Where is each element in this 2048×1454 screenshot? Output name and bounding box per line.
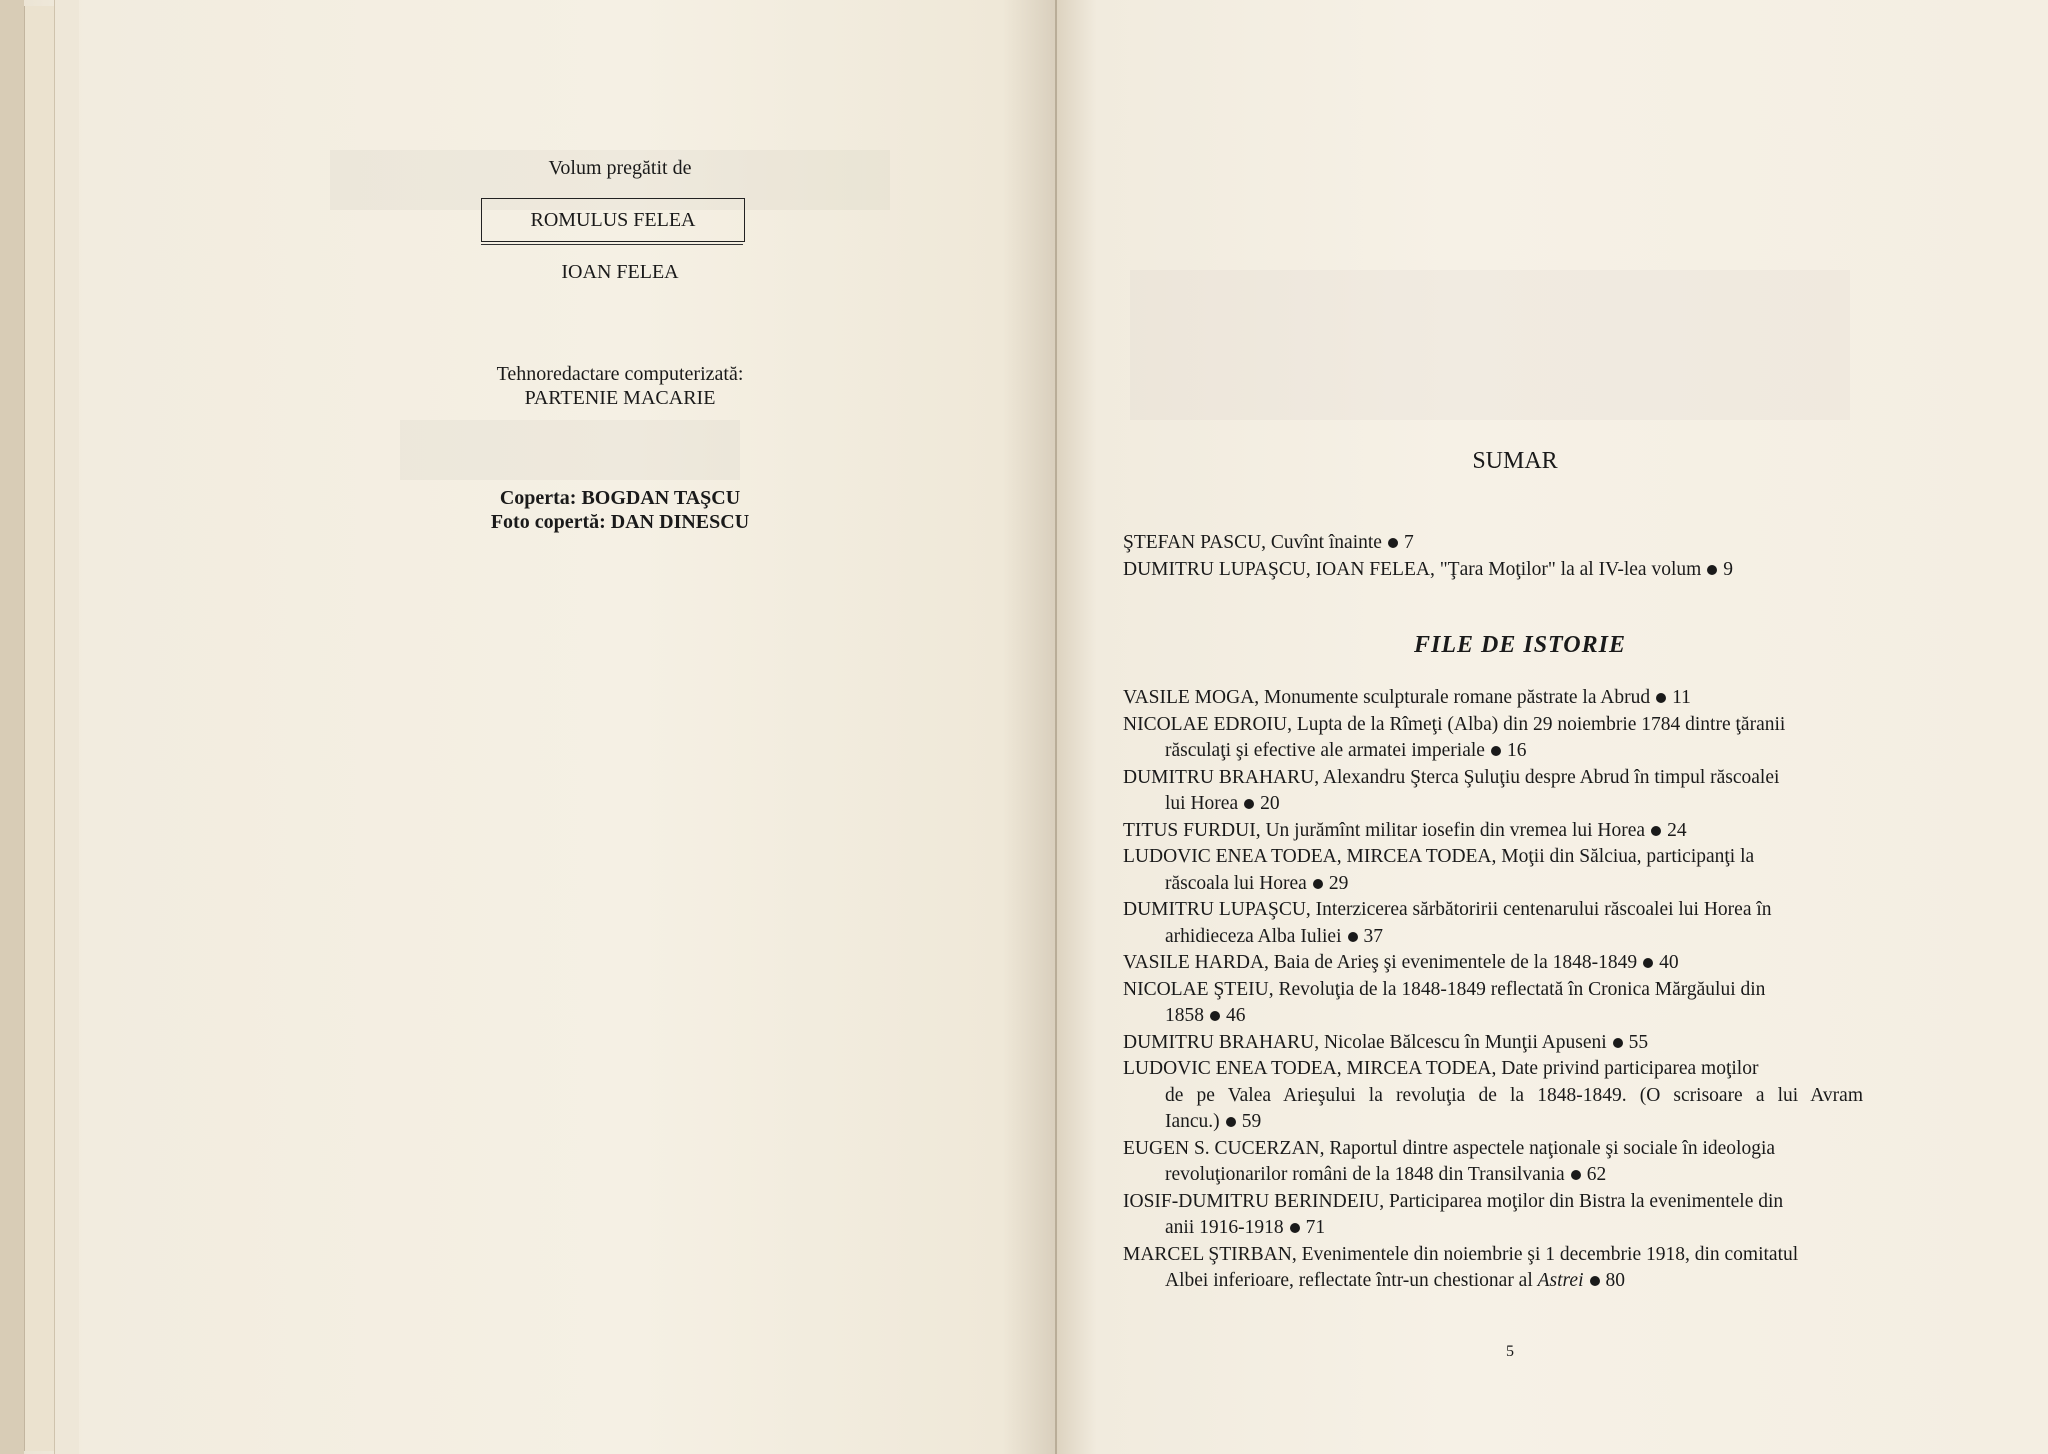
entry-page: 62 <box>1586 1164 1607 1185</box>
toc-entry <box>1123 712 1863 765</box>
entry-page: 37 <box>1363 925 1383 947</box>
entry-page: 59 <box>1241 1111 1262 1132</box>
cover-line: Coperta: BOGDAN TAŞCU <box>499 487 741 509</box>
entry-text-cont: 1858 <box>1165 1005 1204 1026</box>
entry-page: 71 <box>1305 1217 1326 1238</box>
bullet-icon <box>1210 1011 1220 1021</box>
entry-text-cont: lui Horea <box>1165 793 1239 814</box>
entry-text: LUDOVIC ENEA TODEA, MIRCEA TODEA, Date privind participarea moţilor <box>1123 1058 1759 1079</box>
typesetting-label: Tehnoredactare computerizată: <box>496 363 744 385</box>
page-edge <box>0 0 24 1454</box>
entry-page: 16 <box>1506 740 1527 761</box>
bullet-icon <box>1348 932 1358 942</box>
toc-entry <box>1123 765 1863 818</box>
page-edge <box>24 6 55 1451</box>
entry-italic-word: Astrei <box>1537 1270 1584 1291</box>
bullet-icon <box>1313 879 1323 889</box>
entry-text: IOSIF-DUMITRU BERINDEIU, Participarea moţilor din Bistra la evenimentele din <box>1123 1190 1784 1212</box>
entry-text: EUGEN S. CUCERZAN, Raportul dintre aspectele naţionale şi sociale în ideologia <box>1123 1137 1776 1159</box>
entry-text-cont: Albei inferioare, reflectate într-un chestionar al <box>1165 1270 1533 1291</box>
entry-page: 9 <box>1723 558 1734 580</box>
toc-entry <box>1123 1056 1863 1136</box>
entry-text-cont: anii 1916-1918 <box>1165 1217 1284 1238</box>
page-edge <box>54 0 79 1454</box>
entry-page: 7 <box>1403 532 1414 553</box>
toc-intro <box>1123 530 1863 583</box>
entry-page: 20 <box>1260 793 1280 814</box>
bullet-icon <box>1656 693 1666 703</box>
cover-credit <box>440 486 800 534</box>
bullet-icon <box>1613 1038 1623 1048</box>
toc-list <box>1123 685 1863 1295</box>
entry-text-cont: de pe Valea Arieşului la revoluţia de la 1848-1849. (O scrisoare a lui Avram <box>1165 1084 1863 1106</box>
toc-title: SUMAR <box>1472 448 1558 474</box>
toc-entry <box>1123 897 1863 950</box>
bullet-icon <box>1590 1276 1600 1286</box>
toc-entry <box>1123 1242 1863 1295</box>
entry-text: NICOLAE EDROIU, Lupta de la Rîmeţi (Alba) din 29 noiembrie 1784 dintre ţăranii <box>1123 713 1786 735</box>
entry-text: DUMITRU LUPAŞCU, IOAN FELEA, "Ţara Moţilor" la al IV-lea volum <box>1123 558 1702 580</box>
entry-page: 11 <box>1672 687 1691 708</box>
bullet-icon <box>1244 799 1254 809</box>
bullet-icon <box>1651 826 1661 836</box>
toc-entry <box>1123 818 1863 845</box>
entry-page: 46 <box>1226 1005 1246 1026</box>
bullet-icon <box>1643 958 1653 968</box>
bullet-icon <box>1571 1170 1581 1180</box>
entry-text-cont: răscoala lui Horea <box>1165 872 1307 894</box>
entry-page: 40 <box>1659 952 1679 973</box>
toc-entry <box>1123 1136 1863 1189</box>
entry-text-cont: revoluţionarilor români de la 1848 din Transilvania <box>1165 1164 1565 1185</box>
entry-text-cont: arhidieceza Alba Iuliei <box>1165 925 1342 947</box>
entry-text: DUMITRU LUPAŞCU, Interzicerea sărbătoririi centenarului răscoalei lui Horea în <box>1123 899 1772 920</box>
entry-text-cont: răsculaţi şi efective ale armatei imperiale <box>1165 740 1485 761</box>
entry-text: ŞTEFAN PASCU, Cuvînt înainte <box>1123 532 1382 553</box>
editor-1-name: ROMULUS FELEA <box>530 208 696 231</box>
entry-text: TITUS FURDUI, Un jurămînt militar iosefin din vremea lui Horea <box>1123 819 1646 841</box>
entry-text: MARCEL ŞTIRBAN, Evenimentele din noiembrie şi 1 decembrie 1918, din comitatul <box>1123 1243 1799 1265</box>
typesetting-credit <box>440 362 800 410</box>
section-title: FILE DE ISTORIE <box>1414 632 1626 658</box>
entry-text: VASILE HARDA, Baia de Arieş şi evenimentele de la 1848-1849 <box>1123 952 1638 973</box>
bullet-icon <box>1290 1223 1300 1233</box>
bullet-icon <box>1491 746 1501 756</box>
editor-1-box <box>481 198 745 242</box>
toc-entry <box>1123 685 1863 712</box>
prepared-by-label: Volum pregătit de <box>548 157 692 179</box>
toc-entry <box>1123 1189 1863 1242</box>
entry-page: 55 <box>1628 1031 1649 1053</box>
bullet-icon <box>1707 565 1717 575</box>
toc-entry <box>1123 557 1863 584</box>
bullet-icon <box>1388 538 1398 548</box>
typesetting-name: PARTENIE MACARIE <box>524 387 716 409</box>
toc-entry <box>1123 844 1863 897</box>
bullet-icon <box>1226 1117 1236 1127</box>
cover-photo-line: Foto copertă: DAN DINESCU <box>490 511 750 533</box>
entry-page: 80 <box>1605 1270 1625 1291</box>
entry-text: DUMITRU BRAHARU, Alexandru Şterca Şuluţiu despre Abrud în timpul răscoalei <box>1123 766 1780 788</box>
entry-page: 24 <box>1667 819 1687 841</box>
entry-text: DUMITRU BRAHARU, Nicolae Bălcescu în Munţii Apuseni <box>1123 1031 1607 1053</box>
entry-page: 29 <box>1328 872 1349 894</box>
entry-text: LUDOVIC ENEA TODEA, MIRCEA TODEA, Moţii din Sălciua, participanţi la <box>1123 846 1755 867</box>
page-number: 5 <box>1506 1343 1514 1360</box>
box-underline <box>481 244 743 245</box>
entry-text: VASILE MOGA, Monumente sculpturale romane păstrate la Abrud <box>1123 687 1651 708</box>
editor-2-name: IOAN FELEA <box>561 261 679 283</box>
toc-entry <box>1123 530 1863 557</box>
toc-entry <box>1123 950 1863 977</box>
toc-entry <box>1123 977 1863 1030</box>
entry-text: NICOLAE ŞTEIU, Revoluţia de la 1848-1849 reflectată în Cronica Mărgăului din <box>1123 978 1766 1000</box>
toc-entry <box>1123 1030 1863 1057</box>
entry-text-cont: Iancu.) <box>1165 1111 1220 1132</box>
